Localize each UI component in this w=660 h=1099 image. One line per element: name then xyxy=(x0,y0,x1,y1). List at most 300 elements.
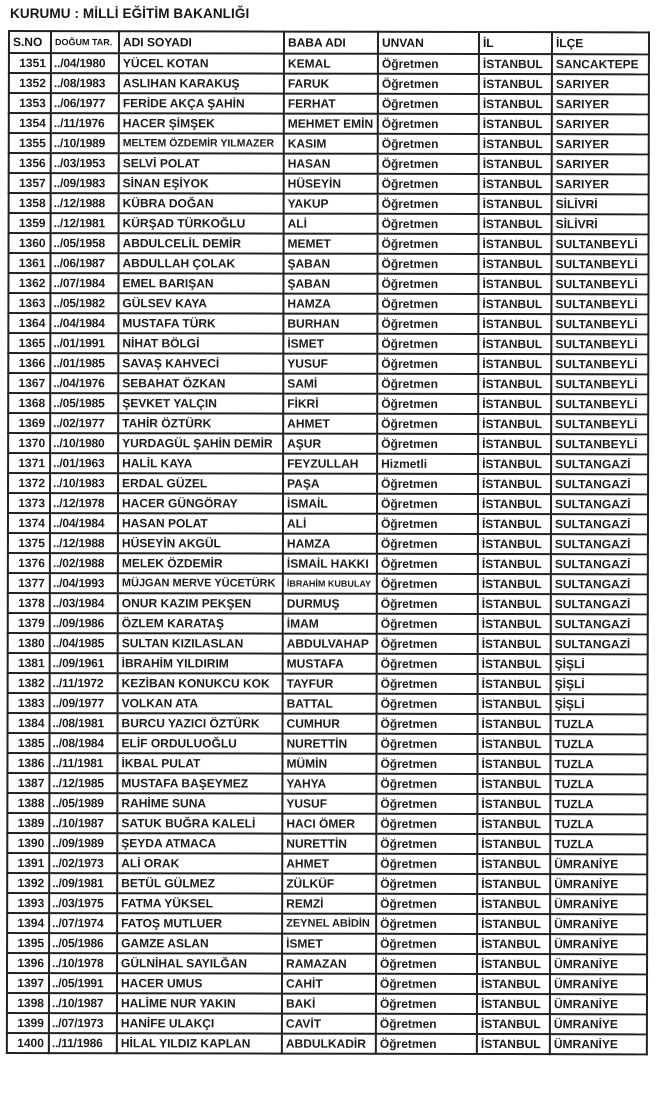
column-header-birth-date: DOĞUM TAR. xyxy=(51,31,119,53)
column-header-full-name: ADI SOYADI xyxy=(119,31,284,53)
cell-district: SULTANGAZİ xyxy=(551,574,648,594)
cell-birth-date: ../04/1993 xyxy=(50,573,118,593)
cell-full-name: YÜCEL KOTAN xyxy=(119,53,284,73)
cell-province: İSTANBUL xyxy=(477,1014,550,1034)
cell-birth-date: ../09/1981 xyxy=(49,873,117,893)
cell-title: Öğretmen xyxy=(378,134,479,154)
cell-full-name: HALİL KAYA xyxy=(118,453,283,473)
cell-district: SULTANBEYLİ xyxy=(551,414,648,434)
cell-title: Öğretmen xyxy=(377,394,478,414)
cell-title: Öğretmen xyxy=(377,494,478,514)
cell-full-name: HACER UMUS xyxy=(117,973,282,993)
cell-full-name: KEZİBAN KONUKCU KOK xyxy=(118,673,283,693)
cell-father-name: ABDULKADİR xyxy=(282,1034,376,1054)
cell-sno: 1369 xyxy=(8,413,50,433)
table-row xyxy=(9,93,649,114)
cell-province: İSTANBUL xyxy=(479,174,552,194)
cell-father-name: İBRAHİM KUBULAY xyxy=(283,574,377,594)
table-row xyxy=(9,193,649,214)
cell-full-name: BETÜL GÜLMEZ xyxy=(117,873,282,893)
cell-province: İSTANBUL xyxy=(479,194,552,214)
cell-district: SARIYER xyxy=(552,174,649,194)
cell-father-name: ZEYNEL ABİDİN xyxy=(282,914,376,934)
cell-district: SULTANGAZİ xyxy=(551,514,648,534)
cell-province: İSTANBUL xyxy=(478,714,551,734)
cell-province: İSTANBUL xyxy=(477,874,550,894)
cell-district: SULTANGAZİ xyxy=(551,534,648,554)
cell-province: İSTANBUL xyxy=(478,334,551,354)
cell-title: Öğretmen xyxy=(377,654,478,674)
cell-full-name: MUSTAFA TÜRK xyxy=(118,313,283,333)
cell-title: Öğretmen xyxy=(377,334,478,354)
cell-province: İSTANBUL xyxy=(478,654,551,674)
cell-district: SULTANGAZİ xyxy=(551,594,648,614)
cell-district: SARIYER xyxy=(552,94,649,114)
cell-district: ÜMRANİYE xyxy=(550,874,647,894)
cell-full-name: ALİ ORAK xyxy=(117,853,282,873)
cell-sno: 1368 xyxy=(8,393,50,413)
cell-sno: 1399 xyxy=(7,1013,49,1033)
cell-full-name: HASAN POLAT xyxy=(118,513,283,533)
cell-title: Öğretmen xyxy=(376,894,477,914)
cell-sno: 1397 xyxy=(7,973,49,993)
cell-father-name: ALİ xyxy=(284,214,378,234)
cell-birth-date: ../09/1983 xyxy=(51,173,119,193)
cell-full-name: RAHİME SUNA xyxy=(117,793,282,813)
cell-title: Öğretmen xyxy=(377,474,478,494)
cell-province: İSTANBUL xyxy=(478,694,551,714)
cell-full-name: MÜJGAN MERVE YÜCETÜRK xyxy=(118,573,283,593)
cell-father-name: REMZİ xyxy=(282,894,376,914)
cell-district: SULTANBEYLİ xyxy=(551,354,648,374)
cell-birth-date: ../04/1976 xyxy=(50,373,118,393)
cell-full-name: ABDULCELİL DEMİR xyxy=(119,233,284,253)
cell-district: ÜMRANİYE xyxy=(550,894,647,914)
cell-full-name: ASLIHAN KARAKUŞ xyxy=(119,73,284,93)
table-row xyxy=(7,933,647,954)
cell-title: Öğretmen xyxy=(376,1014,477,1034)
cell-district: SULTANBEYLİ xyxy=(551,294,648,314)
cell-father-name: FARUK xyxy=(284,74,378,94)
cell-birth-date: ../02/1988 xyxy=(50,553,118,573)
cell-birth-date: ../12/1978 xyxy=(50,493,118,513)
cell-title: Öğretmen xyxy=(376,754,477,774)
cell-full-name: GÜLNİHAL SAYILĞAN xyxy=(117,953,282,973)
cell-title: Öğretmen xyxy=(378,74,479,94)
cell-full-name: HACER ŞİMŞEK xyxy=(119,113,284,133)
cell-birth-date: ../01/1963 xyxy=(50,453,118,473)
cell-father-name: HÜSEYİN xyxy=(284,174,378,194)
cell-district: TUZLA xyxy=(550,794,647,814)
table-row xyxy=(8,553,648,574)
cell-sno: 1390 xyxy=(7,833,49,853)
cell-full-name: SELVİ POLAT xyxy=(119,153,284,173)
cell-district: ÜMRANİYE xyxy=(550,954,647,974)
cell-father-name: RAMAZAN xyxy=(282,954,376,974)
cell-district: SARIYER xyxy=(552,134,649,154)
cell-sno: 1383 xyxy=(8,693,50,713)
cell-father-name: NURETTİN xyxy=(282,834,376,854)
cell-sno: 1374 xyxy=(8,513,50,533)
table-row xyxy=(9,73,649,94)
cell-province: İSTANBUL xyxy=(478,374,551,394)
cell-birth-date: ../09/1961 xyxy=(50,653,118,673)
cell-title: Öğretmen xyxy=(377,354,478,374)
cell-district: SULTANBEYLİ xyxy=(551,314,648,334)
cell-sno: 1392 xyxy=(7,873,49,893)
cell-title: Öğretmen xyxy=(376,834,477,854)
cell-province: İSTANBUL xyxy=(478,574,551,594)
cell-district: SARIYER xyxy=(552,154,649,174)
table-row xyxy=(8,493,648,514)
cell-birth-date: ../05/1982 xyxy=(50,293,118,313)
cell-title: Öğretmen xyxy=(376,774,477,794)
cell-district: ÜMRANİYE xyxy=(550,914,647,934)
cell-sno: 1380 xyxy=(8,633,50,653)
cell-district: TUZLA xyxy=(550,834,647,854)
cell-sno: 1391 xyxy=(7,853,49,873)
cell-district: SARIYER xyxy=(552,74,649,94)
cell-district: TUZLA xyxy=(550,754,647,774)
cell-province: İSTANBUL xyxy=(477,1034,550,1054)
cell-father-name: YAHYA xyxy=(282,774,376,794)
cell-full-name: MELEK ÖZDEMİR xyxy=(118,553,283,573)
cell-father-name: FİKRİ xyxy=(283,394,377,414)
cell-full-name: HÜSEYİN AKGÜL xyxy=(118,533,283,553)
cell-district: SULTANBEYLİ xyxy=(551,254,648,274)
cell-full-name: FATOŞ MUTLUER xyxy=(117,913,282,933)
cell-province: İSTANBUL xyxy=(478,594,551,614)
cell-birth-date: ../03/1953 xyxy=(51,153,119,173)
cell-sno: 1394 xyxy=(7,913,49,933)
cell-father-name: İMAM xyxy=(283,614,377,634)
cell-title: Öğretmen xyxy=(378,214,479,234)
cell-full-name: ŞEVKET YALÇIN xyxy=(118,393,283,413)
cell-father-name: FERHAT xyxy=(284,94,378,114)
cell-title: Öğretmen xyxy=(377,554,478,574)
cell-father-name: MEMET xyxy=(284,234,378,254)
cell-province: İSTANBUL xyxy=(477,954,550,974)
cell-sno: 1372 xyxy=(8,473,50,493)
cell-sno: 1353 xyxy=(9,93,51,113)
cell-sno: 1373 xyxy=(8,493,50,513)
cell-full-name: ŞEYDA ATMACA xyxy=(117,833,282,853)
cell-birth-date: ../07/1984 xyxy=(50,273,118,293)
cell-birth-date: ../04/1984 xyxy=(50,513,118,533)
cell-title: Öğretmen xyxy=(377,314,478,334)
table-row xyxy=(7,773,647,794)
cell-birth-date: ../12/1981 xyxy=(51,213,119,233)
cell-sno: 1382 xyxy=(8,673,50,693)
cell-birth-date: ../10/1983 xyxy=(50,473,118,493)
cell-title: Öğretmen xyxy=(377,714,478,734)
cell-title: Öğretmen xyxy=(376,814,477,834)
cell-full-name: KÜRŞAD TÜRKOĞLU xyxy=(119,213,284,233)
cell-title: Öğretmen xyxy=(377,514,478,534)
cell-district: SULTANBEYLİ xyxy=(551,274,648,294)
cell-province: İSTANBUL xyxy=(477,854,550,874)
cell-district: SULTANGAZİ xyxy=(551,474,648,494)
cell-full-name: KÜBRA DOĞAN xyxy=(119,193,284,213)
cell-full-name: FERİDE AKÇA ŞAHİN xyxy=(119,93,284,113)
cell-father-name: HACI ÖMER xyxy=(282,814,376,834)
cell-full-name: HACER GÜNGÖRAY xyxy=(118,493,283,513)
cell-father-name: ALİ xyxy=(283,514,377,534)
cell-birth-date: ../08/1983 xyxy=(51,73,119,93)
cell-sno: 1357 xyxy=(9,173,51,193)
cell-birth-date: ../10/1978 xyxy=(49,953,117,973)
cell-sno: 1386 xyxy=(7,753,49,773)
table-row xyxy=(9,173,649,194)
cell-father-name: ŞABAN xyxy=(283,254,377,274)
cell-district: ŞİŞLİ xyxy=(551,694,648,714)
cell-sno: 1352 xyxy=(9,73,51,93)
table-row xyxy=(8,693,648,714)
table-row xyxy=(8,253,648,274)
cell-province: İSTANBUL xyxy=(478,514,551,534)
cell-province: İSTANBUL xyxy=(478,614,551,634)
cell-title: Öğretmen xyxy=(377,414,478,434)
cell-birth-date: ../04/1980 xyxy=(51,53,119,73)
cell-province: İSTANBUL xyxy=(478,274,551,294)
cell-province: İSTANBUL xyxy=(478,254,551,274)
cell-father-name: İSMET xyxy=(283,334,377,354)
cell-full-name: TAHİR ÖZTÜRK xyxy=(118,413,283,433)
personnel-table xyxy=(6,30,650,1055)
cell-title: Öğretmen xyxy=(376,794,477,814)
cell-title: Öğretmen xyxy=(377,634,478,654)
cell-birth-date: ../05/1985 xyxy=(50,393,118,413)
table-row xyxy=(8,373,648,394)
table-row xyxy=(8,613,648,634)
table-row xyxy=(8,593,648,614)
cell-father-name: İSMAİL xyxy=(283,494,377,514)
cell-district: ŞİŞLİ xyxy=(551,654,648,674)
cell-province: İSTANBUL xyxy=(477,994,550,1014)
cell-title: Öğretmen xyxy=(376,734,477,754)
cell-title: Öğretmen xyxy=(377,274,478,294)
table-row xyxy=(7,853,647,874)
cell-father-name: YUSUF xyxy=(282,794,376,814)
cell-province: İSTANBUL xyxy=(477,774,550,794)
cell-district: SULTANBEYLİ xyxy=(551,334,648,354)
cell-province: İSTANBUL xyxy=(477,914,550,934)
table-row xyxy=(7,793,647,814)
cell-full-name: BURCU YAZICI ÖZTÜRK xyxy=(118,713,283,733)
cell-full-name: ELİF ORDULUOĞLU xyxy=(117,733,282,753)
cell-birth-date: ../12/1985 xyxy=(49,773,117,793)
cell-title: Öğretmen xyxy=(377,294,478,314)
table-row xyxy=(8,573,648,594)
cell-title: Öğretmen xyxy=(376,914,477,934)
cell-province: İSTANBUL xyxy=(479,154,552,174)
cell-father-name: AŞUR xyxy=(283,434,377,454)
table-row xyxy=(8,653,648,674)
cell-sno: 1367 xyxy=(8,373,50,393)
cell-birth-date: ../04/1985 xyxy=(50,633,118,653)
cell-father-name: MUSTAFA xyxy=(283,654,377,674)
cell-full-name: EMEL BARIŞAN xyxy=(118,273,283,293)
column-header-title: UNVAN xyxy=(378,32,479,54)
cell-province: İSTANBUL xyxy=(478,414,551,434)
cell-sno: 1360 xyxy=(9,233,51,253)
cell-title: Öğretmen xyxy=(377,594,478,614)
table-row xyxy=(9,53,649,74)
cell-district: SULTANBEYLİ xyxy=(551,434,648,454)
cell-father-name: BURHAN xyxy=(283,314,377,334)
cell-birth-date: ../11/1981 xyxy=(49,753,117,773)
cell-full-name: İBRAHİM YILDIRIM xyxy=(118,653,283,673)
cell-province: İSTANBUL xyxy=(477,894,550,914)
cell-province: İSTANBUL xyxy=(477,834,550,854)
cell-title: Öğretmen xyxy=(377,574,478,594)
cell-birth-date: ../10/1987 xyxy=(49,993,117,1013)
table-row xyxy=(8,353,648,374)
cell-full-name: ONUR KAZIM PEKŞEN xyxy=(118,593,283,613)
cell-sno: 1389 xyxy=(7,813,49,833)
cell-sno: 1361 xyxy=(8,253,50,273)
cell-sno: 1370 xyxy=(8,433,50,453)
cell-district: TUZLA xyxy=(551,714,648,734)
cell-province: İSTANBUL xyxy=(477,734,550,754)
cell-sno: 1358 xyxy=(9,193,51,213)
cell-title: Öğretmen xyxy=(378,94,479,114)
cell-full-name: GAMZE ASLAN xyxy=(117,933,282,953)
cell-birth-date: ../08/1984 xyxy=(49,733,117,753)
cell-district: SARIYER xyxy=(552,114,649,134)
cell-father-name: CUMHUR xyxy=(283,714,377,734)
cell-title: Öğretmen xyxy=(376,874,477,894)
table-row xyxy=(8,413,648,434)
cell-district: ÜMRANİYE xyxy=(550,1034,647,1054)
cell-sno: 1351 xyxy=(9,53,51,73)
cell-sno: 1393 xyxy=(7,893,49,913)
cell-province: İSTANBUL xyxy=(479,74,552,94)
cell-sno: 1362 xyxy=(8,273,50,293)
cell-district: SULTANBEYLİ xyxy=(551,374,648,394)
table-row xyxy=(8,393,648,414)
cell-birth-date: ../04/1984 xyxy=(50,313,118,333)
table-row xyxy=(7,1013,647,1034)
cell-full-name: SAVAŞ KAHVECİ xyxy=(118,353,283,373)
table-row xyxy=(8,293,648,314)
cell-province: İSTANBUL xyxy=(478,534,551,554)
cell-full-name: GÜLSEV KAYA xyxy=(118,293,283,313)
cell-birth-date: ../11/1972 xyxy=(50,673,118,693)
cell-father-name: AHMET xyxy=(282,854,376,874)
cell-province: İSTANBUL xyxy=(478,554,551,574)
cell-district: SULTANBEYLİ xyxy=(551,394,648,414)
cell-father-name: AHMET xyxy=(283,414,377,434)
cell-sno: 1365 xyxy=(8,333,50,353)
cell-birth-date: ../01/1991 xyxy=(50,333,118,353)
cell-sno: 1379 xyxy=(8,613,50,633)
cell-province: İSTANBUL xyxy=(478,354,551,374)
table-row xyxy=(8,513,648,534)
cell-province: İSTANBUL xyxy=(477,794,550,814)
column-header-sno: S.NO xyxy=(9,31,51,53)
cell-sno: 1375 xyxy=(8,533,50,553)
table-row xyxy=(8,473,648,494)
cell-sno: 1359 xyxy=(9,213,51,233)
cell-province: İSTANBUL xyxy=(478,454,551,474)
cell-sno: 1400 xyxy=(7,1033,49,1053)
cell-father-name: FEYZULLAH xyxy=(283,454,377,474)
cell-title: Öğretmen xyxy=(377,374,478,394)
cell-district: ÜMRANİYE xyxy=(550,934,647,954)
cell-province: İSTANBUL xyxy=(478,674,551,694)
table-row xyxy=(9,153,649,174)
cell-full-name: ABDULLAH ÇOLAK xyxy=(118,253,283,273)
cell-district: TUZLA xyxy=(550,774,647,794)
cell-full-name: HALİME NUR YAKIN xyxy=(117,993,282,1013)
table-row xyxy=(7,993,647,1014)
cell-birth-date: ../05/1991 xyxy=(49,973,117,993)
cell-full-name: MELTEM ÖZDEMİR YILMAZER xyxy=(119,133,284,153)
cell-full-name: SİNAN EŞİYOK xyxy=(119,173,284,193)
table-body xyxy=(7,53,649,1054)
cell-birth-date: ../05/1989 xyxy=(49,793,117,813)
table-row xyxy=(8,673,648,694)
cell-province: İSTANBUL xyxy=(478,394,551,414)
cell-birth-date: ../01/1985 xyxy=(50,353,118,373)
cell-district: SULTANGAZİ xyxy=(551,634,648,654)
cell-birth-date: ../03/1975 xyxy=(49,893,117,913)
cell-sno: 1355 xyxy=(9,133,51,153)
cell-full-name: ERDAL GÜZEL xyxy=(118,473,283,493)
cell-province: İSTANBUL xyxy=(479,214,552,234)
cell-birth-date: ../09/1977 xyxy=(50,693,118,713)
cell-title: Öğretmen xyxy=(377,694,478,714)
column-header-father-name: BABA ADI xyxy=(284,32,378,54)
table-row xyxy=(7,873,647,894)
cell-birth-date: ../09/1989 xyxy=(49,833,117,853)
cell-birth-date: ../06/1987 xyxy=(50,253,118,273)
cell-province: İSTANBUL xyxy=(479,134,552,154)
cell-title: Öğretmen xyxy=(376,954,477,974)
cell-father-name: PAŞA xyxy=(283,474,377,494)
cell-sno: 1371 xyxy=(8,453,50,473)
cell-father-name: YAKUP xyxy=(284,194,378,214)
cell-district: SULTANGAZİ xyxy=(551,554,648,574)
cell-father-name: ZÜLKÜF xyxy=(282,874,376,894)
table-row xyxy=(8,313,648,334)
table-row xyxy=(7,973,647,994)
cell-father-name: ŞABAN xyxy=(283,274,377,294)
cell-title: Öğretmen xyxy=(376,974,477,994)
institution-title: KURUMU : MİLLİ EĞİTİM BAKANLIĞI xyxy=(10,6,250,21)
cell-sno: 1384 xyxy=(8,713,50,733)
table-row xyxy=(8,633,648,654)
table-row xyxy=(7,913,647,934)
table-row xyxy=(8,333,648,354)
cell-father-name: HAMZA xyxy=(283,294,377,314)
cell-province: İSTANBUL xyxy=(477,974,550,994)
cell-sno: 1398 xyxy=(7,993,49,1013)
table-row xyxy=(8,713,648,734)
cell-title: Öğretmen xyxy=(376,1034,477,1054)
cell-full-name: YURDAGÜL ŞAHİN DEMİR xyxy=(118,433,283,453)
cell-full-name: SATUK BUĞRA KALELİ xyxy=(117,813,282,833)
cell-birth-date: ../05/1986 xyxy=(49,933,117,953)
cell-birth-date: ../10/1980 xyxy=(50,433,118,453)
table-row xyxy=(7,953,647,974)
cell-sno: 1363 xyxy=(8,293,50,313)
cell-sno: 1378 xyxy=(8,593,50,613)
table-header-row xyxy=(9,31,649,54)
cell-title: Öğretmen xyxy=(377,254,478,274)
table-row xyxy=(7,813,647,834)
